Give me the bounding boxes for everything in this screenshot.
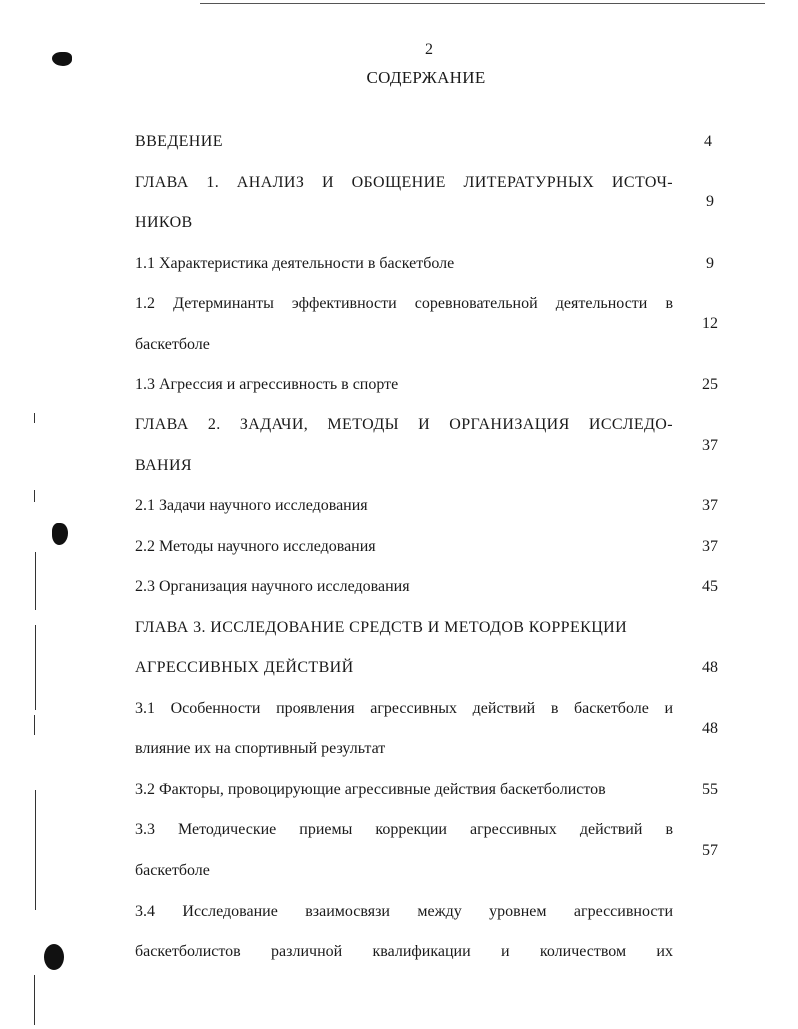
punch-hole-mark [44,944,64,970]
toc-entry-1-2-cont: баскетболе [135,336,210,353]
toc-entry-2-1: 2.1 Задачи научного исследования [135,497,368,514]
toc-entry-1-3: 1.3 Агрессия и агрессивность в спорте [135,376,399,393]
toc-page-2-1: 37 [702,497,718,514]
toc-entry-chapter-1-cont: НИКОВ [135,214,193,231]
toc-page-chapter-1: 9 [706,193,714,210]
margin-scan-mark [34,490,35,502]
toc-page-1-2: 12 [702,315,718,332]
punch-hole-mark [52,523,68,545]
toc-entry-intro: ВВЕДЕНИЕ [135,133,223,150]
scan-top-line [200,3,765,4]
toc-page-chapter-3: 48 [702,659,718,676]
margin-scan-mark [34,715,35,735]
toc-entry-1-2: 1.2 Детерминанты эффективности соревновательной деятельности в [135,295,673,312]
toc-page-chapter-2: 37 [702,437,718,454]
margin-scan-mark [34,413,35,423]
toc-entry-3-3-cont: баскетболе [135,862,210,879]
page-title: СОДЕРЖАНИЕ [366,68,486,87]
toc-page-intro: 4 [704,133,712,150]
toc-entry-2-2: 2.2 Методы научного исследования [135,538,376,555]
page-number: 2 [425,41,433,58]
margin-scan-mark [35,790,36,910]
toc-entry-chapter-1: ГЛАВА 1. АНАЛИЗ И ОБОЩЕНИЕ ЛИТЕРАТУРНЫХ ИСТОЧ- [135,174,673,191]
toc-entry-3-2: 3.2 Факторы, провоцирующие агрессивные действия баскетболистов [135,781,606,798]
toc-entry-1-1: 1.1 Характеристика деятельности в баскетболе [135,255,455,272]
toc-page-3-2: 55 [702,781,718,798]
toc-entry-chapter-3: ГЛАВА 3. ИССЛЕДОВАНИЕ СРЕДСТВ И МЕТОДОВ КОРРЕКЦИИ [135,619,628,636]
toc-entry-3-1: 3.1 Особенности проявления агрессивных действий в баскетболе и [135,700,673,717]
toc-page-2-3: 45 [702,578,718,595]
toc-entry-2-3: 2.3 Организация научного исследования [135,578,410,595]
toc-entry-chapter-3-cont: АГРЕССИВНЫХ ДЕЙСТВИЙ [135,659,354,676]
toc-entry-3-1-cont: влияние их на спортивный результат [135,740,386,757]
margin-scan-mark [35,625,36,710]
toc-entry-chapter-2-cont: ВАНИЯ [135,457,192,474]
margin-scan-mark [34,975,35,1025]
toc-entry-3-4-cont: баскетболистов различной квалификации и количеством их [135,943,673,960]
toc-page-1-1: 9 [706,255,714,272]
toc-page-3-3: 57 [702,842,718,859]
toc-entry-chapter-2: ГЛАВА 2. ЗАДАЧИ, МЕТОДЫ И ОРГАНИЗАЦИЯ ИССЛЕДО- [135,416,673,433]
toc-page-3-1: 48 [702,720,718,737]
toc-entry-3-4: 3.4 Исследование взаимосвязи между уровнем агрессивности [135,903,673,920]
toc-entry-3-3: 3.3 Методические приемы коррекции агрессивных действий в [135,821,673,838]
toc-page-2-2: 37 [702,538,718,555]
toc-page-1-3: 25 [702,376,718,393]
margin-scan-mark [35,552,36,610]
